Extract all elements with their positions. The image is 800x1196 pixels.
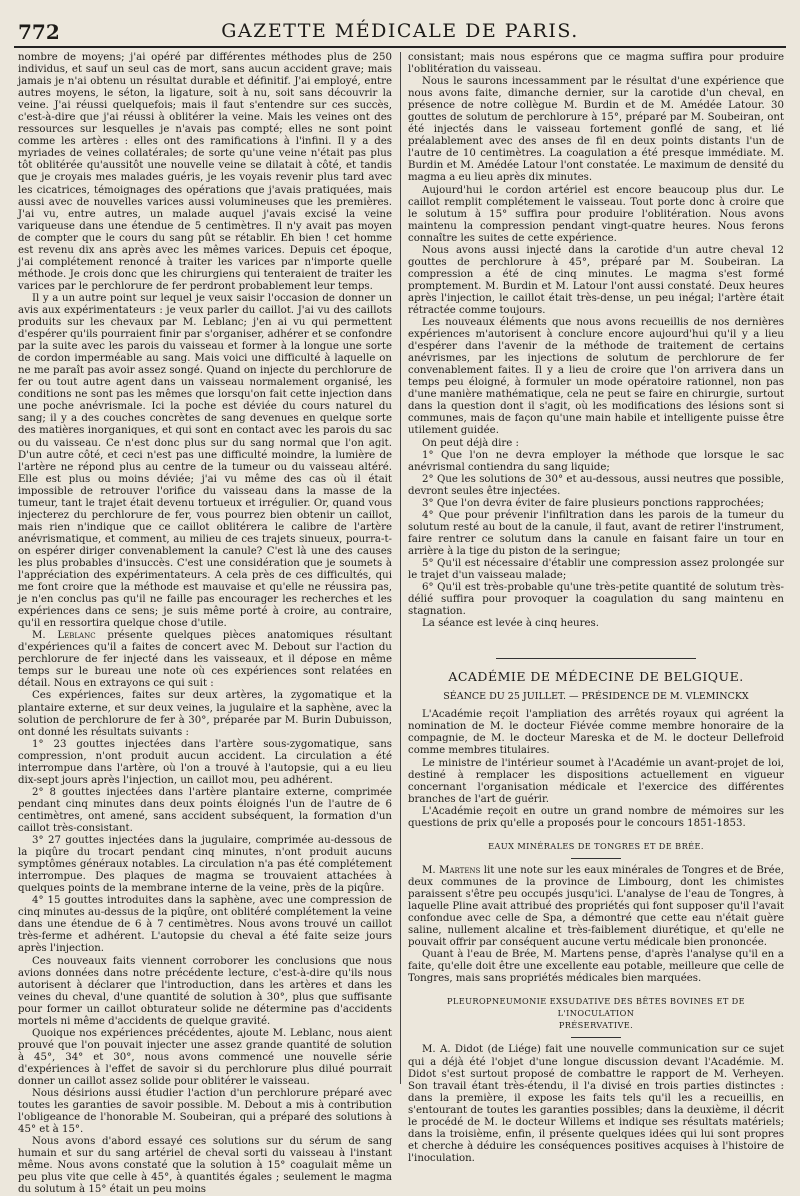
heading-line: PRÉSERVATIVE. (558, 1020, 634, 1031)
speaker-name: M. A. Didot (422, 1044, 484, 1056)
paragraph: 2° 8 gouttes injectées dans l'artère plantaire externe, comprimée pendant cinq minutes dans deux points éloignés l'un de l'autre de 6 centimètres, ont amené, sans accident subséquent, la formation d'un caillot très-consistant. (18, 786, 392, 834)
list-item: 6° Qu'il est très-probable qu'une très-petite quantité de solutum très-délié suffira pour provoquer la coagulation du sang maintenu en stagnation. (408, 582, 784, 618)
heading-rule (571, 1037, 621, 1038)
paragraph: 3° 27 gouttes injectées dans la jugulaire, comprimée au-dessous de la piqûre du trocart pendant cinq minutes, n'ont produit aucuns symptômes généraux notables. La circulation n'a pas été complétement interrompue. Des plaques de magma se trouvaient attachées à quelques points de la membrane interne de la veine, près de la piqûre. (18, 835, 392, 895)
paragraph: nombre de moyens; j'ai opéré par différentes méthodes plus de 250 individus, et sauf un seul cas de mort, sans aucun accident grave; mais jamais je n'ai obtenu un résultat durable et définitif. J'ai employé, entre autres moyens, le séton, la ligature, soit à nu, soit sans découvrir la veine. J'ai réussi quelquefois; mais il faut s'entendre sur ces succès, c'est-à-dire que j'ai réussi à oblitérer la veine. Mais les veines ont des ressources sur lesquelles je n'avais pas compté; elles ne sont point comme les artères : elles ont des ramifications à l'infini. Il y a des myriades de veines collatérales; de sorte qu'une veine n'était pas plus tôt oblitérée qu'aussitôt une nouvelle veine se dilatait à côté, et tandis que je croyais mes malades guéris, je les voyais revenir plus tard avec les cicatrices, témoignages des opérations que j'avais pratiquées, mais aussi avec de nouvelles varices aussi volumineuses que les premières. J'ai vu, entre autres, un malade auquel j'avais excisé la veine variqueuse dans une étendue de 5 centimètres. Il n'y avait pas moyen de compter que le cours du sang pût se rétablir. Eh bien ! cet homme est revenu dix ans après avec les mêmes varices. Depuis cet époque, j'ai complétement renoncé à traiter les varices par n'importe quelle méthode. Je crois donc que les chirurgiens qui tenteraient de traiter les varices par le perchlorure de fer perdront probablement leur temps. (18, 52, 392, 292)
column-divider (400, 52, 401, 1084)
right-column (408, 52, 784, 1165)
list-item: 4° Que pour prévenir l'infiltration dans les parois de la tumeur du solutum resté au bout de la canule, il faut, avant de retirer l'instrument, faire rentrer ce solutum dans la canule en faisant faire un tour en arrière à la tige du piston de la seringue; (408, 509, 784, 557)
paragraph: Aujourd'hui le cordon artériel est encore beaucoup plus dur. Le caillot remplit complétement le vaisseau. Tout porte donc à croire que le solutum à 15° suffira pour produire l'oblitération. Nous avons maintenu la compression pendant vingt-quatre heures. Nous ferons connaître les suites de cette expérience. (408, 184, 784, 244)
paragraph: L'Académie reçoit en outre un grand nombre de mémoires sur les questions de prix qu'elle a proposés pour le concours 1851-1853. (408, 805, 784, 829)
heading-rule (571, 858, 621, 859)
list-item: 2° Que les solutions de 30° et au-dessous, aussi neutres que possible, devront seules être injectées. (408, 473, 784, 497)
paragraph: Quoique nos expériences précédentes, ajoute M. Leblanc, nous aient prouvé que l'on pouvait injecter une assez grande quantité de solution à 45°, 34° et 30°, nous avons commencé une nouvelle série d'expériences à l'effet de savoir si du perchlorure plus dilué pourrait donner un caillot assez solide pour oblitérer le vaisseau. (18, 1027, 392, 1087)
paragraph (408, 1044, 784, 1164)
paragraph-text: (de Liége) fait une nouvelle communication sur ce sujet qui a déjà été l'objet d'une longue discussion devant l'Académie. M. Didot s'est surtout proposé de combattre le rapport de M. Verheyen. Son travail étant très-étendu, il l'a divisé en trois parties distinctes : dans la première, il expose les faits tels qu'il les a recueillis, en s'entourant de toutes les garanties possibles; dans la deuxième, il décrit le procédé de M. le docteur Willems et indique ses résultats matériels; dans la troisième, enfin, il présente quelques idées qui lui sont propres et cherche à déduire les conséquences positives acquises à l'histoire de l'inoculation. (408, 1044, 784, 1164)
paragraph: On peut déjà dire : (422, 437, 519, 449)
list-item: 1° Que l'on ne devra employer la méthode que lorsque le sac anévrismal contiendra du sang liquide; (408, 449, 784, 473)
section-separator (496, 658, 696, 659)
page-number: 772 (18, 20, 60, 44)
paragraph: Les nouveaux éléments que nous avons recueillis de nos dernières expériences m'autorisent à conclure encore aujourd'hui qu'il y a lieu d'espérer dans l'avenir de la méthode de traitement de certains anévrismes, par les injections de solutum de perchlorure de fer convenablement faites. Il y a lieu de croire que l'on arrivera dans un temps peu éloigné, à formuler un mode opératoire rationnel, non pas d'une manière mathématique, cela ne peut se faire en chirurgie, surtout dans la question dont il s'agit, où les modifications des lésions sont si communes, mais de façon qu'une main habile et intelligente puisse être utilement guidée. (408, 317, 784, 437)
paragraph: Il y a un autre point sur lequel je veux saisir l'occasion de donner un avis aux expérimentateurs : je veux parler du caillot. J'ai vu des caillots produits sur les chevaux par M. Leblanc; j'en ai vu qui permettent d'espérer qu'ils pourraient finir par s'organiser, adhérer et se confondre par la suite avec les parois du vaisseau et former à la longue une sorte de cordon imperméable au sang. Mais voici une difficulté à laquelle on ne me paraît pas avoir assez songé. Quand on injecte du perchlorure de fer ou tout autre agent dans un vaisseau normalement organisé, les conditions ne sont pas les mêmes que lorsqu'on fait cette injection dans une poche anévrismale. Ici la poche est déviée du cours naturel du sang; il y a des couches concrètes de sang devenues en quelque sorte des matières inorganiques, et qui sont en contact avec les parois du sac ou du vaisseau. Ce n'est donc plus sur du sang normal que l'on agit. D'un autre côté, et ceci n'est pas une difficulté moindre, la lumière de l'artère ne répond plus au centre de la tumeur ou du vaisseau altéré. Elle est plus ou moins déviée; j'ai vu même des cas où il était impossible de retrouver l'orifice du vaisseau dans la masse de la tumeur, tant le trajet était devenu tortueux et irrégulier. Or, quand vous injecterez du perchlorure de fer, vous pourrez bien obtenir un caillot, mais rien n'indique que ce caillot oblitérera le calibre de l'artère anévrismatique, et comment, au milieu de ces trajets sinueux, pourra-t-on espérer diriger convenablement la canule? C'est là une des causes les plus probables d'insuccès. C'est une considération que je soumets à l'appréciation des expérimentateurs. A cela près de ces difficultés, qui me font croire que la méthode est mauvaise et qu'elle ne réussira pas, je n'en conclus pas qu'il ne faille pas encourager les recherches et les expériences dans ce sens; je suis même porté à croire, au contraire, qu'il en ressortira quelque chose d'utile. (18, 292, 392, 630)
session-heading: SÉANCE DU 25 JUILLET. — PRÉSIDENCE DE M. VLEMINCKX (443, 691, 749, 703)
paragraph: 1° 23 gouttes injectées dans l'artère sous-zygomatique, sans compression, n'ont produit aucun accident. La circulation a été interrompue dans l'artère, où l'on a trouvé à l'autopsie, qui a eu lieu dix-sept jours après l'injection, un caillot mou, peu adhérent. (18, 738, 392, 786)
journal-title: GAZETTE MÉDICALE DE PARIS. (221, 20, 579, 42)
paragraph: Nous avons d'abord essayé ces solutions sur du sérum de sang humain et sur du sang artériel de cheval sorti du vaisseau à l'instant même. Nous avons constaté que la solution à 15° coagulait même un peu plus vite que celle à 45°, à quantités égales ; seulement le magma du solutum à 15° était un peu moins (18, 1136, 392, 1196)
page-header (14, 20, 786, 44)
paragraph: Quant à l'eau de Brée, M. Martens pense, d'après l'analyse qu'il en a faite, qu'elle doit être une excellente eau potable, meilleure que celle de Tongres, mais sans propriétés médicales bien marquées. (408, 949, 784, 985)
paragraph: La séance est levée à cinq heures. (422, 618, 599, 630)
left-column (18, 52, 392, 1196)
paragraph (18, 630, 392, 690)
paragraph (408, 865, 784, 949)
header-rule (14, 46, 786, 48)
paragraph-text: présente quelques pièces anatomiques résultant d'expériences qu'il a faites de concert avec M. Debout sur l'action du perchlorure de fer injecté dans les vaisseaux, et il dépose en même temps sur le bureau une note où ces expériences sont relatées en détail. Nous en extrayons ce qui suit : (18, 630, 392, 690)
list-item: 3° Que l'on devra éviter de faire plusieurs ponctions rapprochées; (422, 497, 764, 509)
speaker-name: M. Leblanc (32, 630, 96, 642)
paragraph-text: lit une note sur les eaux minérales de Tongres et de Brée, deux communes de la province de Limbourg, dont les chimistes paraissent s'être peu occupés jusqu'ici. L'analyse de l'eau de Tongres, à laquelle Pline avait attribué des propriétés qui font supposer qu'il l'avait confondue avec celle de Spa, a démontré que cette eau n'était guère saline, nullement alcaline et très-faiblement diurétique, et qu'elle ne pouvait offrir par conséquent aucune vertu médicale bien prononcée. (408, 864, 784, 949)
paragraph: Nous le saurons incessamment par le résultat d'une expérience que nous avons faite, dimanche dernier, sur la carotide d'un cheval, en présence de notre collègue M. Burdin et de M. Amédée Latour. 30 gouttes de solutum de perchlorure à 15°, préparé par M. Soubeiran, ont été injectés dans le vaisseau fortement gonflé de sang, et lié préalablement avec des anses de fil en deux points distants l'un de l'autre de 10 centimètres. La coagulation a été presque immédiate. M. Burdin et M. Amédée Latour l'ont constatée. Le maximum de densité du magma a eu lieu après dix minutes. (408, 76, 784, 184)
paragraph: L'Académie reçoit l'ampliation des arrêtés royaux qui agréent la nomination de M. le docteur Fiévée comme membre honoraire de la compagnie, de M. le docteur Mareska et de M. le docteur Dellefroid comme membres titulaires. (408, 709, 784, 757)
section-heading: ACADÉMIE DE MÉDECINE DE BELGIQUE. (448, 669, 744, 685)
paragraph: Nous avons aussi injecté dans la carotide d'un autre cheval 12 gouttes de perchlorure à 45°, préparé par M. Soubeiran. La compression a été de cinq minutes. Le magma s'est formé promptement. M. Burdin et M. Latour l'ont aussi constaté. Deux heures après l'injection, le caillot était très-dense, un peu inégal; l'artère était rétractée comme toujours. (408, 244, 784, 316)
paragraph: Le ministre de l'intérieur soumet à l'Académie un avant-projet de loi, destiné à remplacer les dispositions actuellement en vigueur concernant l'organisation médicale et l'exercice des différentes branches de l'art de guérir. (408, 757, 784, 805)
subsection-heading: EAUX MINÉRALES DE TONGRES ET DE BRÉE. (488, 840, 704, 851)
paragraph: Ces nouveaux faits viennent corroborer les conclusions que nous avions données dans notre précédente lecture, c'est-à-dire qu'ils nous autorisent à déclarer que l'introduction, dans les artères et dans les veines du cheval, d'une quantité de solution à 30°, plus que suffisante pour former un caillot obturateur solide ne détermine pas d'accidents mortels ni même d'accidents de quelque gravité. (18, 955, 392, 1027)
paragraph: 4° 15 gouttes introduites dans la saphène, avec une compression de cinq minutes au-dessus de la piqûre, ont oblitéré complétement la veine dans une étendue de 6 à 7 centimètres. Nous avons trouvé un caillot très-ferme et adhérent. L'autopsie du cheval a été faite seize jours après l'injection. (18, 895, 392, 955)
heading-line: PLEUROPNEUMONIE EXSUDATIVE DES BÊTES BOVINES ET DE L'INOCULATION (446, 996, 746, 1019)
paragraph: consistant; mais nous espérons que ce magma suffira pour produire l'oblitération du vaisseau. (408, 52, 784, 76)
list-item: 5° Qu'il est nécessaire d'établir une compression assez prolongée sur le trajet d'un vaisseau malade; (408, 557, 784, 582)
subsection-heading (408, 995, 784, 1031)
paragraph: Ces expériences, faites sur deux artères, la zygomatique et la plantaire externe, et sur deux veines, la jugulaire et la saphène, avec la solution de perchlorure de fer à 30°, préparée par M. Burin Dubuisson, ont donné les résultats suivants : (18, 690, 392, 738)
speaker-name: M. Martens (422, 864, 481, 876)
paragraph: Nous désirions aussi étudier l'action d'un perchlorure préparé avec toutes les garanties de savoir possible. M. Debout a mis à contribution l'obligeance de l'honorable M. Soubeiran, qui a préparé des solutions à 45° et à 15°. (18, 1088, 392, 1136)
